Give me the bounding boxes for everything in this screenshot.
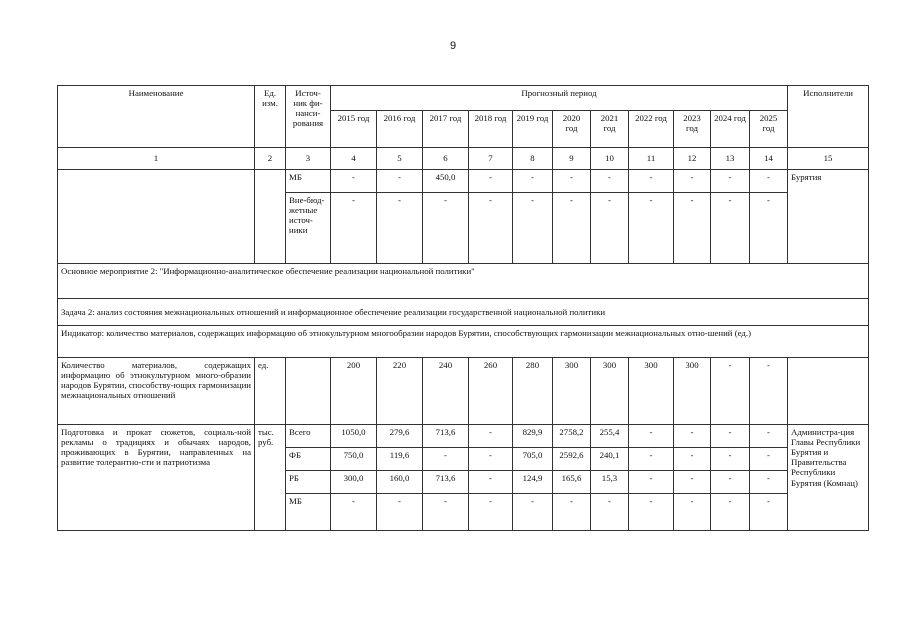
value-cell: 300 <box>591 358 629 425</box>
table-row <box>58 170 869 193</box>
executor-cell <box>788 358 869 425</box>
num-cell: 4 <box>331 148 377 170</box>
year-cell: 2018 год <box>469 111 513 148</box>
unit-cell: тыс. руб. <box>255 425 286 531</box>
task-heading: Задача 2: анализ состояния межнациональных отношений и информационное обеспечение реализации государственной национальной политики <box>58 299 869 326</box>
value-cell: 300,0 <box>331 471 377 494</box>
year-cell: 2023 год <box>674 111 711 148</box>
num-cell: 8 <box>513 148 553 170</box>
value-cell: - <box>553 494 591 531</box>
num-cell: 5 <box>377 148 423 170</box>
value-cell: 280 <box>513 358 553 425</box>
executor-cell: Администра-ция Главы Республики Бурятия и Правительства Республики Бурятия (Комнац) <box>788 425 869 531</box>
value-cell: - <box>629 170 674 193</box>
table-row <box>58 425 869 448</box>
value-cell: - <box>629 471 674 494</box>
value-cell: - <box>750 193 788 264</box>
value-cell: - <box>513 170 553 193</box>
value-cell: 240 <box>423 358 469 425</box>
value-cell: - <box>377 494 423 531</box>
year-cell: 2016 год <box>377 111 423 148</box>
source-cell: МБ <box>286 170 331 193</box>
value-cell: - <box>591 170 629 193</box>
value-cell: - <box>331 494 377 531</box>
num-cell: 15 <box>788 148 869 170</box>
value-cell: 713,6 <box>423 425 469 448</box>
num-cell: 9 <box>553 148 591 170</box>
value-cell: - <box>674 425 711 448</box>
value-cell: - <box>469 425 513 448</box>
value-cell: 255,4 <box>591 425 629 448</box>
value-cell: - <box>469 448 513 471</box>
source-cell <box>286 358 331 425</box>
num-cell: 7 <box>469 148 513 170</box>
value-cell: - <box>469 193 513 264</box>
value-cell: - <box>750 170 788 193</box>
name-cell <box>58 170 255 264</box>
col-header-source: Источ-ник фи-нанси-рования <box>286 86 331 148</box>
value-cell: 220 <box>377 358 423 425</box>
col-header-forecast: Прогнозный период <box>331 86 788 111</box>
value-cell: - <box>711 471 750 494</box>
value-cell: 300 <box>629 358 674 425</box>
value-cell: - <box>591 193 629 264</box>
num-cell: 11 <box>629 148 674 170</box>
value-cell: 713,6 <box>423 471 469 494</box>
value-cell: 300 <box>553 358 591 425</box>
num-cell: 3 <box>286 148 331 170</box>
year-cell: 2015 год <box>331 111 377 148</box>
source-cell: Вне-бюд-жетные источ-ники <box>286 193 331 264</box>
value-cell: - <box>629 193 674 264</box>
value-cell: - <box>423 193 469 264</box>
numbering-row <box>58 148 869 170</box>
num-cell: 13 <box>711 148 750 170</box>
value-cell: - <box>674 193 711 264</box>
value-cell: 750,0 <box>331 448 377 471</box>
num-cell: 12 <box>674 148 711 170</box>
value-cell: 2758,2 <box>553 425 591 448</box>
value-cell: 160,0 <box>377 471 423 494</box>
value-cell: - <box>377 170 423 193</box>
value-cell: 240,1 <box>591 448 629 471</box>
num-cell: 14 <box>750 148 788 170</box>
value-cell: - <box>331 193 377 264</box>
value-cell: - <box>629 425 674 448</box>
forecast-table <box>57 85 869 531</box>
value-cell: 165,6 <box>553 471 591 494</box>
value-cell: 200 <box>331 358 377 425</box>
value-cell: - <box>711 193 750 264</box>
value-cell: - <box>513 494 553 531</box>
value-cell: 260 <box>469 358 513 425</box>
source-cell: Всего <box>286 425 331 448</box>
value-cell: - <box>750 448 788 471</box>
num-cell: 6 <box>423 148 469 170</box>
value-cell: 2592,6 <box>553 448 591 471</box>
value-cell: - <box>674 448 711 471</box>
value-cell: - <box>629 494 674 531</box>
value-cell: 119,6 <box>377 448 423 471</box>
value-cell: - <box>331 170 377 193</box>
col-header-name: Наименование <box>58 86 255 148</box>
value-cell: - <box>513 193 553 264</box>
value-cell: 829,9 <box>513 425 553 448</box>
value-cell: 15,3 <box>591 471 629 494</box>
value-cell: - <box>674 494 711 531</box>
value-cell: - <box>711 494 750 531</box>
year-cell: 2020 год <box>553 111 591 148</box>
value-cell: - <box>423 494 469 531</box>
col-header-executors: Исполнители <box>788 86 869 148</box>
value-cell: - <box>711 358 750 425</box>
value-cell: - <box>377 193 423 264</box>
source-cell: МБ <box>286 494 331 531</box>
main-event-heading: Основное мероприятие 2: "Информационно-аналитическое обеспечение реализации национальной политики" <box>58 264 869 299</box>
unit-cell <box>255 170 286 264</box>
value-cell: - <box>469 471 513 494</box>
value-cell: - <box>750 471 788 494</box>
value-cell: 450,0 <box>423 170 469 193</box>
value-cell: - <box>591 494 629 531</box>
activity-name-cell: Подготовка и прокат сюжетов, социаль-ной рекламы о традициях и обычаях народов, проживающих в Бурятии, направленных на развитие толерантно-сти и патриотизма <box>58 425 255 531</box>
year-cell: 2025 год <box>750 111 788 148</box>
value-cell: - <box>629 448 674 471</box>
value-cell: - <box>711 170 750 193</box>
value-cell: - <box>750 425 788 448</box>
num-cell: 1 <box>58 148 255 170</box>
year-cell: 2024 год <box>711 111 750 148</box>
source-cell: РБ <box>286 471 331 494</box>
year-cell: 2022 год <box>629 111 674 148</box>
col-header-unit: Ед. изм. <box>255 86 286 148</box>
page-number: 9 <box>449 40 457 52</box>
value-cell: 279,6 <box>377 425 423 448</box>
value-cell: - <box>750 494 788 531</box>
year-cell: 2021 год <box>591 111 629 148</box>
value-cell: 705,0 <box>513 448 553 471</box>
unit-cell: ед. <box>255 358 286 425</box>
value-cell: 300 <box>674 358 711 425</box>
table-row <box>58 358 869 425</box>
value-cell: - <box>469 170 513 193</box>
value-cell: 1050,0 <box>331 425 377 448</box>
year-cell: 2017 год <box>423 111 469 148</box>
source-cell: ФБ <box>286 448 331 471</box>
value-cell: 124,9 <box>513 471 553 494</box>
value-cell: - <box>711 425 750 448</box>
value-cell: - <box>469 494 513 531</box>
value-cell: - <box>750 358 788 425</box>
value-cell: - <box>674 170 711 193</box>
value-cell: - <box>553 193 591 264</box>
value-cell: - <box>553 170 591 193</box>
value-cell: - <box>711 448 750 471</box>
executor-cell: Бурятия <box>788 170 869 264</box>
num-cell: 2 <box>255 148 286 170</box>
indicator-heading: Индикатор: количество материалов, содержащих информацию об этнокультурном многообразии народов Бурятии, способствующих гармонизации межнациональных отно-шений (ед.) <box>58 326 869 358</box>
year-cell: 2019 год <box>513 111 553 148</box>
indicator-name-cell: Количество материалов, содержащих информацию об этнокультурном много-образии народов Бурятии, способству-ющих гармонизации межнациональных отношений <box>58 358 255 425</box>
value-cell: - <box>674 471 711 494</box>
value-cell: - <box>423 448 469 471</box>
num-cell: 10 <box>591 148 629 170</box>
